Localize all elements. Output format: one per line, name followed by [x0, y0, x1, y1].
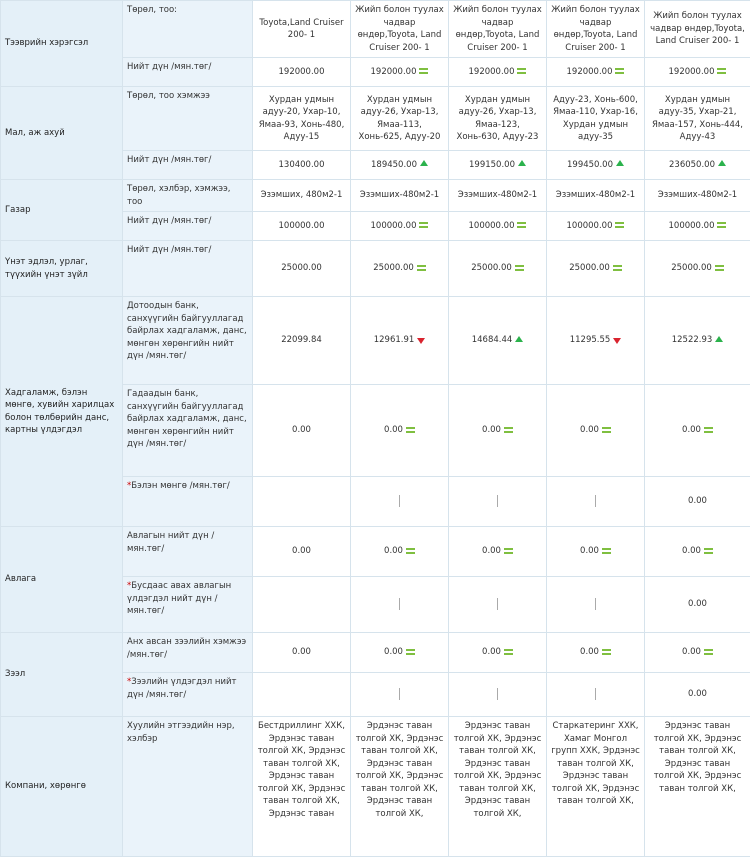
separator-line	[497, 495, 498, 507]
value-cell	[449, 58, 547, 87]
value-text: 192000.00	[371, 67, 417, 77]
value-cell	[547, 87, 645, 151]
value-text: 0.00	[482, 647, 501, 657]
category-cell: Зээл	[1, 633, 123, 717]
value-text: Эзэмших-480м2-1	[556, 190, 635, 200]
field-label	[123, 180, 253, 212]
value-cell	[645, 58, 750, 87]
value-text: Жийп болон туулах чадвар өндөр,Toyota, Land Cruiser 200- 1	[453, 5, 541, 53]
value-cell	[351, 241, 449, 297]
value-text: Эзэмших-480м2-1	[658, 190, 737, 200]
table-row	[1, 180, 750, 212]
value-text: Жийп болон туулах чадвар өндөр,Toyota, Land Cruiser 200- 1	[650, 11, 745, 46]
value-cell	[449, 151, 547, 180]
value-text: 0.00	[682, 425, 701, 435]
value-cell	[547, 477, 645, 527]
separator-line	[497, 688, 498, 700]
value-text: 0.00	[384, 425, 403, 435]
value-text: 0.00	[688, 496, 707, 506]
unchanged-icon	[419, 222, 428, 228]
value-cell	[351, 87, 449, 151]
field-label	[123, 633, 253, 673]
value-cell	[351, 212, 449, 241]
increase-icon	[616, 160, 624, 166]
value-cell	[351, 58, 449, 87]
table-row	[1, 241, 750, 297]
value-text: 192000.00	[567, 67, 613, 77]
value-text: Эзэмших-480м2-1	[360, 190, 439, 200]
value-cell	[645, 212, 750, 241]
value-text: Хурдан удмын адуу-26, Ухар-13, Ямаа-123, Хонь-630, Адуу-23	[457, 95, 539, 143]
value-cell	[351, 297, 449, 385]
category-cell: Үнэт эдлэл, урлаг, түүхийн үнэт зүйл	[1, 241, 123, 297]
value-text: 0.00	[292, 425, 311, 435]
value-cell	[547, 527, 645, 577]
value-text: 0.00	[482, 425, 501, 435]
value-cell	[351, 477, 449, 527]
value-text: Эрдэнэс таван толгой ХК, Эрдэнэс таван толгой ХК, Эрдэнэс таван толгой ХК, Эрдэнэс таван толгой ХК,	[654, 721, 742, 794]
value-text: 100000.00	[279, 221, 325, 231]
field-label	[123, 241, 253, 297]
value-cell	[449, 633, 547, 673]
value-cell	[645, 241, 750, 297]
value-text: Хурдан удмын адуу-20, Ухар-10, Ямаа-93, Хонь-480, Адуу-15	[259, 95, 345, 143]
category-cell: Компани, хөрөнгө	[1, 717, 123, 857]
field-label	[123, 297, 253, 385]
value-cell	[547, 385, 645, 477]
table-row	[1, 1, 750, 58]
category-cell: Хадгаламж, бэлэн мөнгө, хувийн харилцах болон төлбөрийн данс, картны үлдэгдэл	[1, 297, 123, 527]
value-text: 25000.00	[373, 263, 414, 273]
value-text: Жийп болон туулах чадвар өндөр,Toyota, Land Cruiser 200- 1	[551, 5, 639, 53]
separator-line	[595, 495, 596, 507]
value-text: 0.00	[482, 546, 501, 556]
unchanged-icon	[615, 222, 624, 228]
field-label	[123, 385, 253, 477]
value-cell	[645, 180, 750, 212]
value-cell	[547, 58, 645, 87]
value-text: Эрдэнэс таван толгой ХК, Эрдэнэс таван толгой ХК, Эрдэнэс таван толгой ХК, Эрдэнэс таван толгой ХК, Эрдэнэс таван толгой ХК,	[454, 721, 542, 819]
value-text: 22099.84	[281, 335, 322, 345]
category-cell: Тээврийн хэрэгсэл	[1, 1, 123, 87]
unchanged-icon	[504, 427, 513, 433]
field-label	[123, 151, 253, 180]
value-text: 11295.55	[570, 335, 611, 345]
table-row	[1, 717, 750, 857]
required-asterisk: *	[127, 581, 131, 591]
value-text: 0.00	[580, 647, 599, 657]
value-text: 25000.00	[569, 263, 610, 273]
separator-line	[399, 688, 400, 700]
value-cell	[645, 385, 750, 477]
value-cell	[253, 180, 351, 212]
field-label-text: Нийт дүн /мян.төг/	[127, 62, 211, 72]
value-text: Хурдан удмын адуу-35, Ухар-21, Ямаа-157, Хонь-444, Адуу-43	[652, 95, 743, 143]
value-cell	[449, 212, 547, 241]
field-label	[123, 477, 253, 527]
value-cell	[351, 633, 449, 673]
value-cell	[449, 87, 547, 151]
value-cell	[645, 477, 750, 527]
separator-line	[399, 598, 400, 610]
value-text: 0.00	[580, 546, 599, 556]
value-text: 25000.00	[671, 263, 712, 273]
value-text: Адуу-23, Хонь-600, Ямаа-110, Ухар-16, Хурдан удмын адуу-35	[553, 95, 638, 143]
value-cell	[253, 58, 351, 87]
value-cell	[351, 717, 449, 857]
field-label-text: Нийт дүн /мян.төг/	[127, 216, 211, 226]
increase-icon	[515, 336, 523, 342]
value-text: Эзэмших-480м2-1	[458, 190, 537, 200]
field-label-text: Гадаадын банк, санхүүгийн байгууллагад байрлах хадгаламж, данс, мөнгөн хөрөнгийн нийт дүн /мян.төг/	[127, 389, 247, 449]
value-cell	[547, 180, 645, 212]
value-cell	[547, 297, 645, 385]
value-cell	[547, 577, 645, 633]
decrease-icon	[613, 338, 621, 344]
value-cell	[253, 527, 351, 577]
value-cell	[547, 633, 645, 673]
unchanged-icon	[704, 649, 713, 655]
unchanged-icon	[406, 427, 415, 433]
value-cell	[351, 527, 449, 577]
unchanged-icon	[417, 265, 426, 271]
value-text: 100000.00	[469, 221, 515, 231]
value-cell	[449, 297, 547, 385]
value-text: Старкатеринг ХХК, Хамаг Монгол групп ХХК, Эрдэнэс таван толгой ХК, Эрдэнэс таван толгой ХК, Эрдэнэс таван толгой ХК,	[551, 721, 640, 806]
unchanged-icon	[704, 548, 713, 554]
unchanged-icon	[717, 222, 726, 228]
value-text: 0.00	[384, 546, 403, 556]
value-text: 0.00	[384, 647, 403, 657]
value-cell	[253, 151, 351, 180]
value-cell	[645, 527, 750, 577]
value-cell	[351, 151, 449, 180]
value-text: 236050.00	[669, 160, 715, 170]
required-asterisk: *	[127, 481, 131, 491]
value-cell	[253, 673, 351, 717]
unchanged-icon	[717, 68, 726, 74]
unchanged-icon	[517, 68, 526, 74]
value-text: 192000.00	[279, 67, 325, 77]
value-cell	[253, 87, 351, 151]
unchanged-icon	[517, 222, 526, 228]
unchanged-icon	[419, 68, 428, 74]
value-text: 199150.00	[469, 160, 515, 170]
value-text: Жийп болон туулах чадвар өндөр,Toyota, Land Cruiser 200- 1	[355, 5, 443, 53]
value-cell	[253, 1, 351, 58]
field-label-text: Хуулийн этгээдийн нэр, хэлбэр	[127, 721, 235, 744]
value-cell	[351, 385, 449, 477]
value-cell	[449, 385, 547, 477]
value-cell	[645, 297, 750, 385]
value-cell	[449, 717, 547, 857]
value-text: 100000.00	[567, 221, 613, 231]
field-label-text: Авлагын нийт дүн /мян.төг/	[127, 531, 214, 554]
unchanged-icon	[406, 649, 415, 655]
unchanged-icon	[602, 427, 611, 433]
field-label	[123, 1, 253, 58]
value-cell	[449, 527, 547, 577]
field-label-text: Бусдаас авах авлагын үлдэгдэл нийт дүн /мян.төг/	[127, 581, 231, 616]
unchanged-icon	[515, 265, 524, 271]
value-text: 14684.44	[472, 335, 513, 345]
unchanged-icon	[615, 68, 624, 74]
value-text: 0.00	[682, 647, 701, 657]
value-text: 189450.00	[371, 160, 417, 170]
field-label-text: Төрөл, тоо хэмжээ	[127, 91, 210, 101]
value-cell	[645, 87, 750, 151]
value-cell	[351, 577, 449, 633]
value-text: 12961.91	[374, 335, 415, 345]
unchanged-icon	[602, 548, 611, 554]
value-cell	[547, 717, 645, 857]
field-label-text: Дотоодын банк, санхүүгийн байгууллагад байрлах хадгаламж, данс, мөнгөн хөрөнгийн нийт дүн /мян.төг/	[127, 301, 247, 361]
value-text: Toyota,Land Cruiser 200- 1	[259, 18, 343, 41]
increase-icon	[715, 336, 723, 342]
value-cell	[351, 1, 449, 58]
value-cell	[547, 241, 645, 297]
increase-icon	[718, 160, 726, 166]
unchanged-icon	[504, 649, 513, 655]
value-text: 0.00	[292, 647, 311, 657]
table-row	[1, 297, 750, 385]
field-label	[123, 87, 253, 151]
value-cell	[351, 180, 449, 212]
value-cell	[547, 673, 645, 717]
separator-line	[497, 598, 498, 610]
category-cell: Газар	[1, 180, 123, 241]
separator-line	[595, 598, 596, 610]
table-row	[1, 527, 750, 577]
field-label-text: Анх авсан зээлийн хэмжээ /мян.төг/	[127, 637, 246, 660]
table-row	[1, 87, 750, 151]
value-text: 192000.00	[669, 67, 715, 77]
value-cell	[449, 1, 547, 58]
value-cell	[253, 297, 351, 385]
field-label	[123, 58, 253, 87]
value-text: Бестдриллинг ХХК, Эрдэнэс таван толгой ХК, Эрдэнэс таван толгой ХК, Эрдэнэс таван толгой ХК, Эрдэнэс таван толгой ХК, Эрдэнэс таван	[258, 721, 346, 819]
field-label-text: Нийт дүн /мян.төг/	[127, 155, 211, 165]
value-text: 100000.00	[669, 221, 715, 231]
unchanged-icon	[504, 548, 513, 554]
value-cell	[253, 477, 351, 527]
value-cell	[547, 151, 645, 180]
field-label-text: Нийт дүн /мян.төг/	[127, 245, 211, 255]
increase-icon	[420, 160, 428, 166]
value-text: Хурдан удмын адуу-26, Ухар-13, Ямаа-113, Хонь-625, Адуу-20	[359, 95, 441, 143]
field-label-text: Төрөл, тоо:	[127, 5, 177, 15]
value-text: 25000.00	[281, 263, 322, 273]
unchanged-icon	[613, 265, 622, 271]
field-label	[123, 527, 253, 577]
value-text: 0.00	[580, 425, 599, 435]
value-cell	[253, 577, 351, 633]
value-cell	[449, 477, 547, 527]
field-label	[123, 717, 253, 857]
value-text: 199450.00	[567, 160, 613, 170]
value-text: 0.00	[682, 546, 701, 556]
value-text: Эзэмших, 480м2-1	[261, 190, 343, 200]
unchanged-icon	[406, 548, 415, 554]
value-cell	[449, 673, 547, 717]
value-text: 192000.00	[469, 67, 515, 77]
value-cell	[547, 1, 645, 58]
value-cell	[645, 717, 750, 857]
field-label	[123, 212, 253, 241]
value-text: 0.00	[688, 689, 707, 699]
value-cell	[449, 577, 547, 633]
value-text: 25000.00	[471, 263, 512, 273]
value-cell	[253, 212, 351, 241]
value-text: 12522.93	[672, 335, 713, 345]
value-cell	[645, 577, 750, 633]
value-cell	[253, 385, 351, 477]
value-cell	[351, 673, 449, 717]
field-label-text: Төрөл, хэлбэр, хэмжээ, тоо	[127, 184, 230, 207]
value-cell	[253, 241, 351, 297]
field-label	[123, 673, 253, 717]
category-cell: Мал, аж ахуй	[1, 87, 123, 180]
value-cell	[645, 1, 750, 58]
separator-line	[595, 688, 596, 700]
value-cell	[645, 633, 750, 673]
value-cell	[253, 717, 351, 857]
value-cell	[645, 151, 750, 180]
unchanged-icon	[715, 265, 724, 271]
field-label-text: Зээлийн үлдэгдэл нийт дүн /мян.төг/	[127, 677, 236, 700]
required-asterisk: *	[127, 677, 131, 687]
value-text: 130400.00	[279, 160, 325, 170]
value-cell	[645, 673, 750, 717]
value-text: 100000.00	[371, 221, 417, 231]
value-cell	[449, 180, 547, 212]
increase-icon	[518, 160, 526, 166]
category-cell: Авлага	[1, 527, 123, 633]
field-label	[123, 577, 253, 633]
value-cell	[449, 241, 547, 297]
field-label-text: Бэлэн мөнгө /мян.төг/	[131, 481, 230, 491]
value-text: Эрдэнэс таван толгой ХК, Эрдэнэс таван толгой ХК, Эрдэнэс таван толгой ХК, Эрдэнэс таван толгой ХК, Эрдэнэс таван толгой ХК,	[356, 721, 444, 819]
value-text: 0.00	[292, 546, 311, 556]
table-row	[1, 633, 750, 673]
unchanged-icon	[602, 649, 611, 655]
value-cell	[547, 212, 645, 241]
value-cell	[253, 633, 351, 673]
decrease-icon	[417, 338, 425, 344]
separator-line	[399, 495, 400, 507]
value-text: 0.00	[688, 599, 707, 609]
unchanged-icon	[704, 427, 713, 433]
